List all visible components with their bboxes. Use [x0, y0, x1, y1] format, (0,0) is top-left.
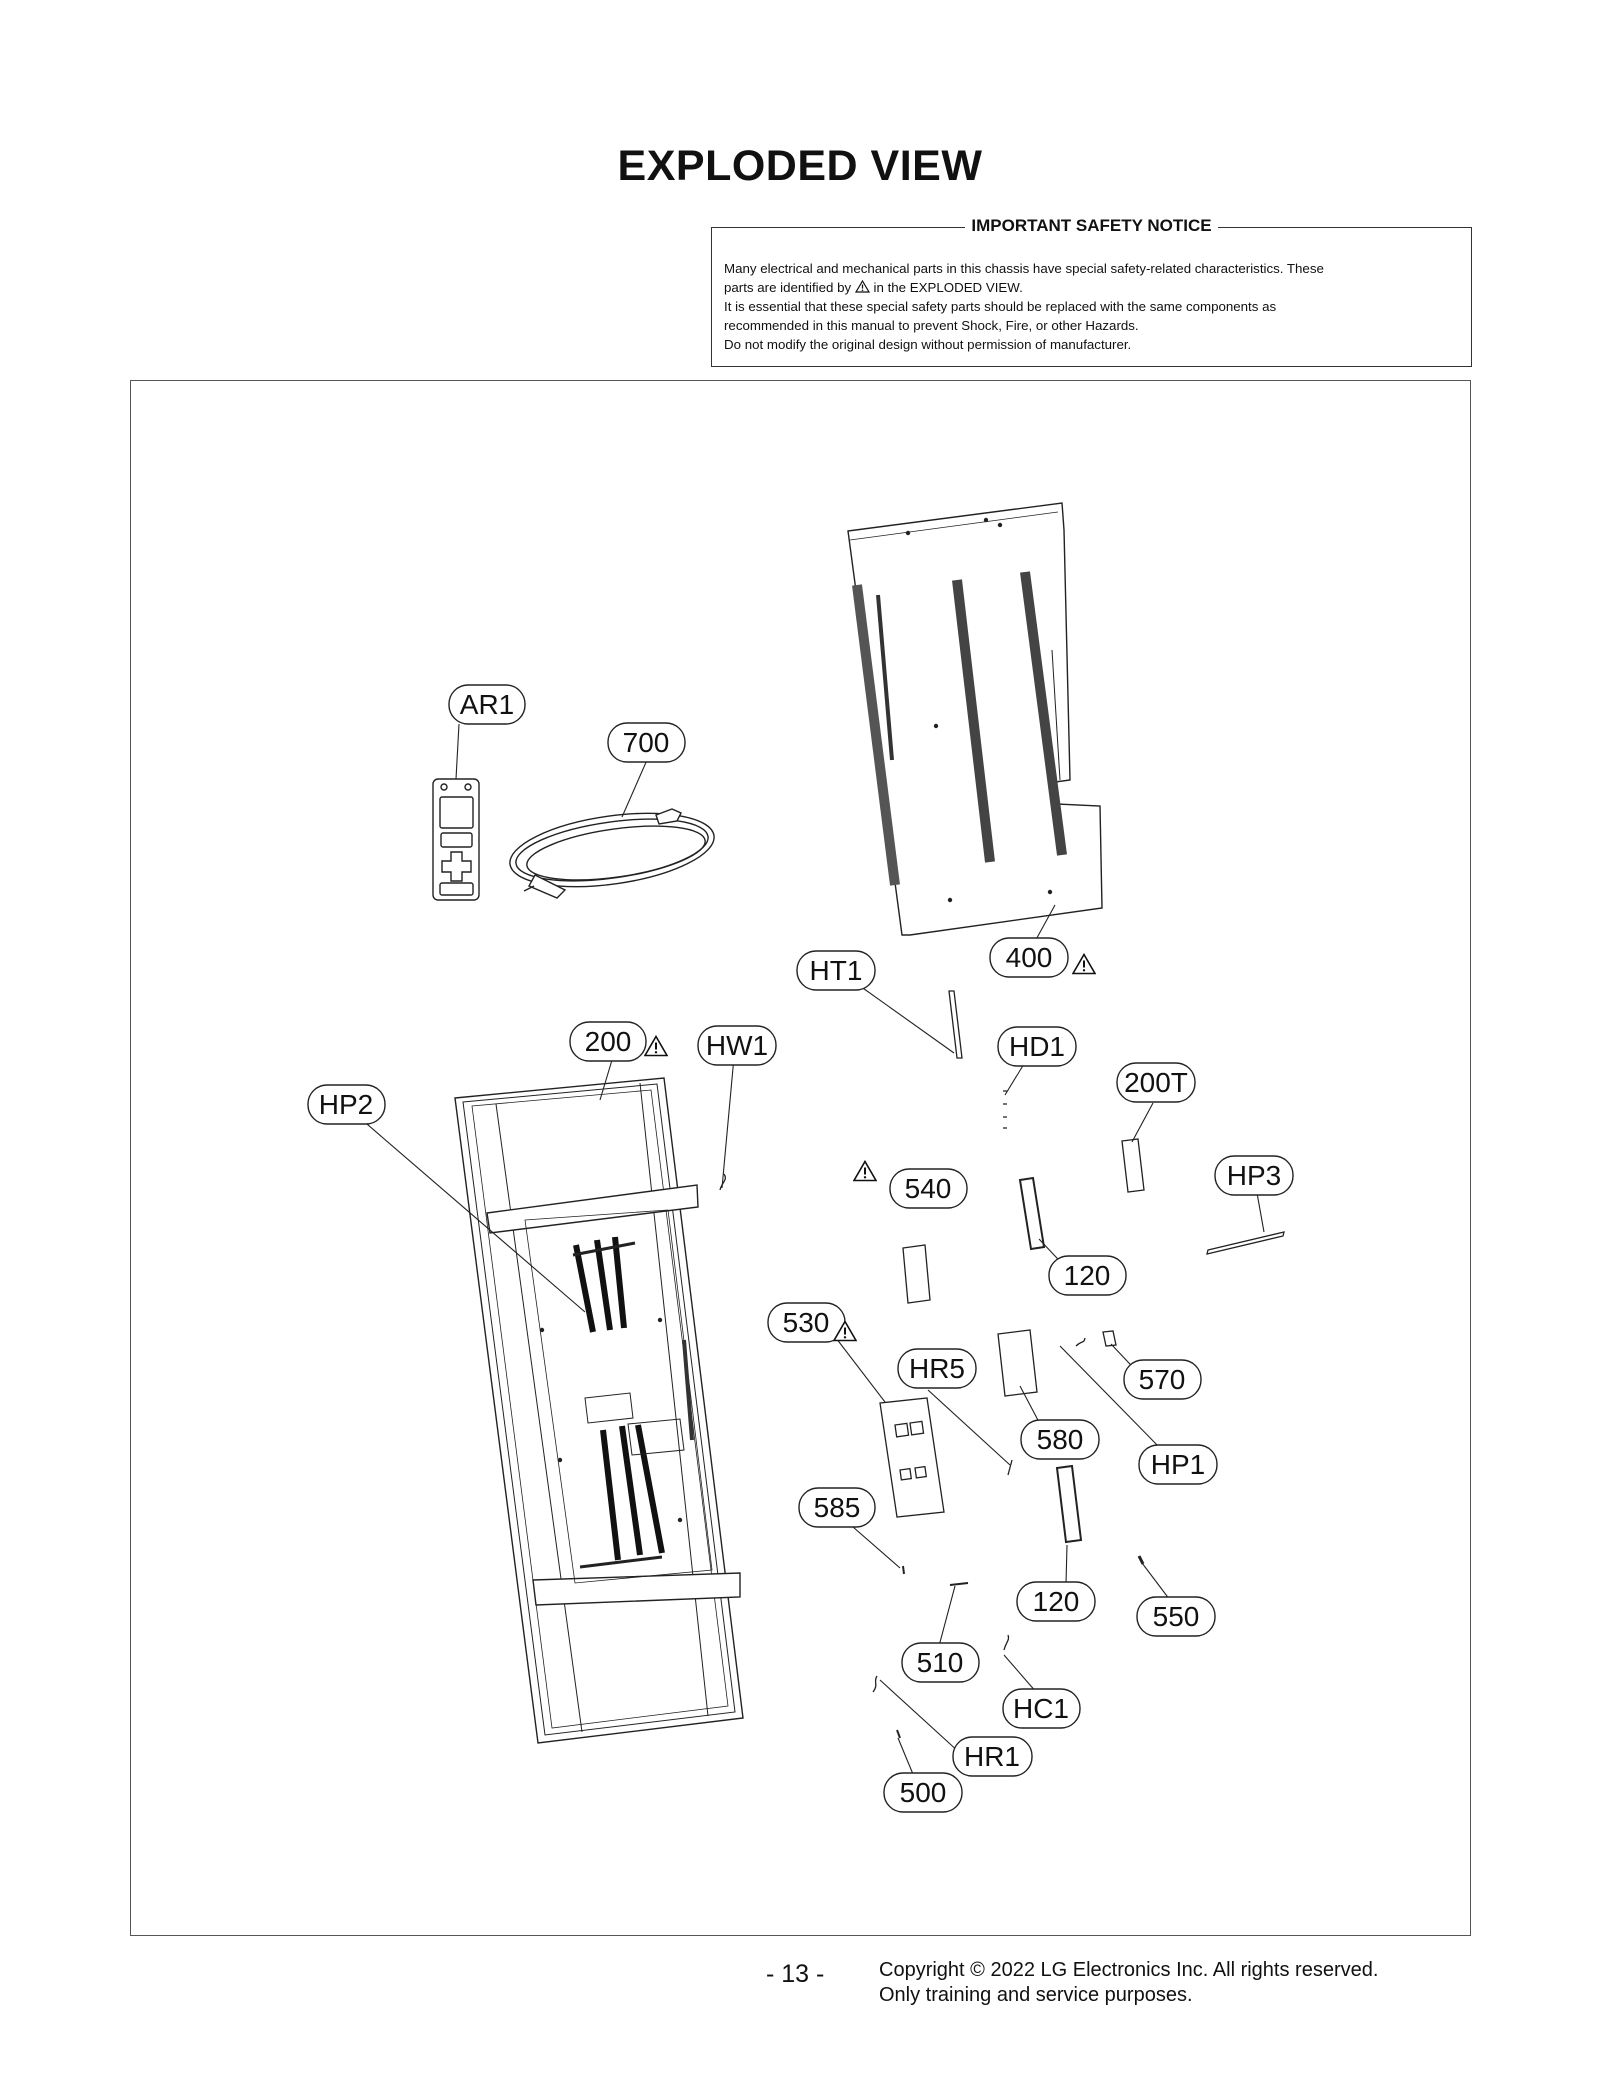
page-title: EXPLODED VIEW [617, 142, 983, 190]
notice-line: Many electrical and mechanical parts in this chassis have special safety-related characteristics. These [724, 261, 1324, 276]
callout-550: 550 [1152, 1601, 1200, 1632]
callout-hp2: HP2 [318, 1089, 374, 1120]
callout-200: 200 [584, 1026, 632, 1057]
warning-triangle-icon [1073, 955, 1095, 974]
callout-400: 400 [1005, 942, 1053, 973]
callout-120-lower: 120 [1032, 1586, 1080, 1617]
callout-hw1: HW1 [705, 1030, 769, 1061]
copyright-line: Copyright © 2022 LG Electronics Inc. All rights reserved. [879, 1959, 1379, 1981]
callout-500: 500 [899, 1777, 947, 1808]
callout-540: 540 [904, 1173, 952, 1204]
back-cover-part [848, 503, 1102, 935]
warning-triangle-icon [645, 1037, 667, 1056]
safety-notice-title: IMPORTANT SAFETY NOTICE [965, 216, 1217, 235]
callout-hr1: HR1 [963, 1741, 1021, 1772]
callout-hd1: HD1 [1008, 1031, 1066, 1062]
notice-line: recommended in this manual to prevent Shock, Fire, or other Hazards. [724, 318, 1139, 333]
callout-580: 580 [1036, 1424, 1084, 1455]
callout-530: 530 [782, 1307, 830, 1338]
page-number: - 13 - [766, 1960, 825, 1988]
callout-hp1: HP1 [1150, 1449, 1206, 1480]
notice-line: It is essential that these special safety parts should be replaced with the same components as [724, 299, 1277, 314]
callout-hr5: HR5 [908, 1353, 966, 1384]
notice-line: parts are identified by in the EXPLODED VIEW. [724, 280, 1023, 295]
warning-triangle-icon [854, 1162, 876, 1181]
notice-line: Do not modify the original design without permission of manufacturer. [724, 337, 1132, 352]
copyright-line: Only training and service purposes. [879, 1984, 1193, 2006]
remote-control-part [433, 779, 479, 900]
callout-120-upper: 120 [1063, 1260, 1111, 1291]
callout-ht1: HT1 [809, 955, 863, 986]
callout-510: 510 [916, 1647, 964, 1678]
power-cord-part [505, 802, 718, 898]
callout-hc1: HC1 [1012, 1693, 1070, 1724]
callout-ar1: AR1 [459, 689, 515, 720]
callout-200t: 200T [1124, 1067, 1188, 1098]
safety-warning-markers [645, 955, 1095, 1341]
display-panel-part [455, 1078, 743, 1743]
callout-585: 585 [813, 1492, 861, 1523]
callout-570: 570 [1138, 1364, 1186, 1395]
callout-700: 700 [622, 727, 670, 758]
callout-hp3: HP3 [1226, 1160, 1282, 1191]
copyright-notice [879, 1958, 1378, 2008]
